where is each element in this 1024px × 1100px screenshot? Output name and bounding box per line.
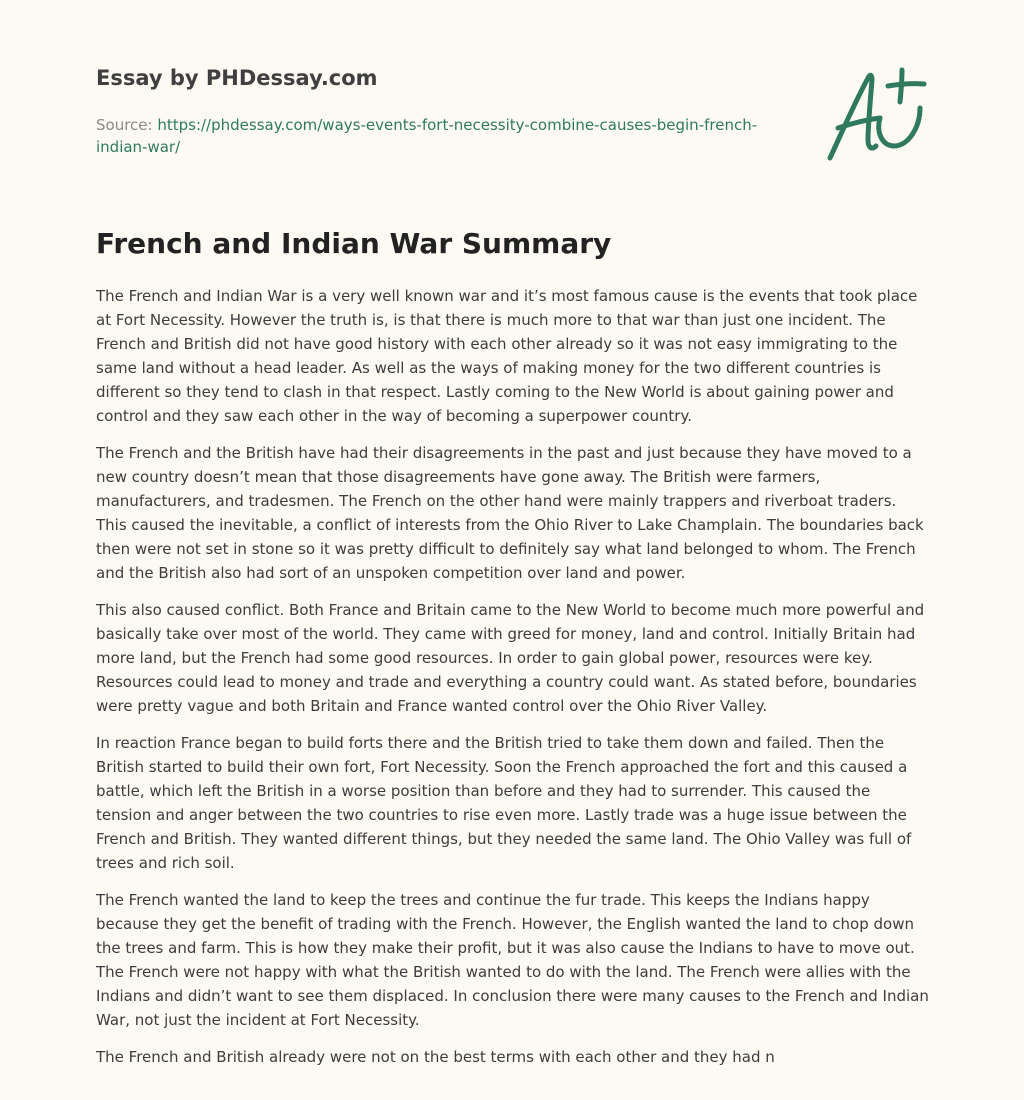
a-plus-logo-icon [820, 62, 930, 166]
essay-paragraph: The French and British already were not on the best terms with each other and they had n [96, 1048, 775, 1066]
header [96, 64, 796, 158]
source-link[interactable]: https://phdessay.com/ways-events-fort-necessity-combine-causes-begin-french-indian-war/ [96, 116, 758, 156]
source-line [96, 114, 776, 158]
site-title: Essay by PHDessay.com [96, 66, 378, 90]
essay-paragraph: The French and Indian War is a very well known war and it’s most famous cause is the events that took place at Fort Necessity. However the truth is, is that there is much more to that war than just one incident. The French and British did not have good history with each other already so it was not easy immigrating to the same land without a head leader. As well as the ways of making money for the two different countries is different so they tend to clash in that respect. Lastly coming to the New World is about gaining power and control and they saw each other in the way of becoming a superpower country. [96, 287, 918, 425]
essay-paragraph: This also caused conflict. Both France and Britain came to the New World to become much more powerful and basically take over most of the world. They came with greed for money, land and control. Initially Britain had more land, but the French had some good resources. In order to gain global power, resources were key. Resources could lead to money and trade and everything a country could want. As stated before, boundaries were pretty vague and both Britain and France wanted control over the Ohio River Valley. [96, 601, 925, 715]
essay-paragraph: The French wanted the land to keep the trees and continue the fur trade. This keeps the Indians happy because they get the benefit of trading with the French. However, the English wanted the land to chop down the trees and farm. This is how they make their profit, but it was also cause the Indians to have to move out. The French were not happy with what the British wanted to do with the land. The French were allies with the Indians and didn’t want to see them displaced. In conclusion there were many causes to the French and Indian War, not just the incident at Fort Necessity. [96, 891, 929, 1029]
source-label: Source: [96, 116, 158, 134]
essay-paragraph: In reaction France began to build forts there and the British tried to take them down and failed. Then the British started to build their own fort, Fort Necessity. Soon the French approached the fort and this caused a battle, which left the British in a worse position than before and they had to surrender. This caused the tension and anger between the two countries to rise even more. Lastly trade was a huge issue between the French and British. They wanted different things, but they needed the same land. The Ohio Valley was full of trees and rich soil. [96, 734, 912, 872]
essay-title: French and Indian War Summary [96, 227, 612, 260]
essay-paragraph: The French and the British have had their disagreements in the past and just because they have moved to a new country doesn’t mean that those disagreements have gone away. The British were farmers, manufacturers, and tradesmen. The French on the other hand were mainly trappers and riverboat traders. This caused the inevitable, a conflict of interests from the Ohio River to Lake Champlain. The boundaries back then were not set in stone so it was pretty difficult to definitely say what land belonged to whom. The French and the British also had sort of an unspoken competition over land and power. [96, 444, 924, 582]
essay-body [96, 284, 930, 1082]
